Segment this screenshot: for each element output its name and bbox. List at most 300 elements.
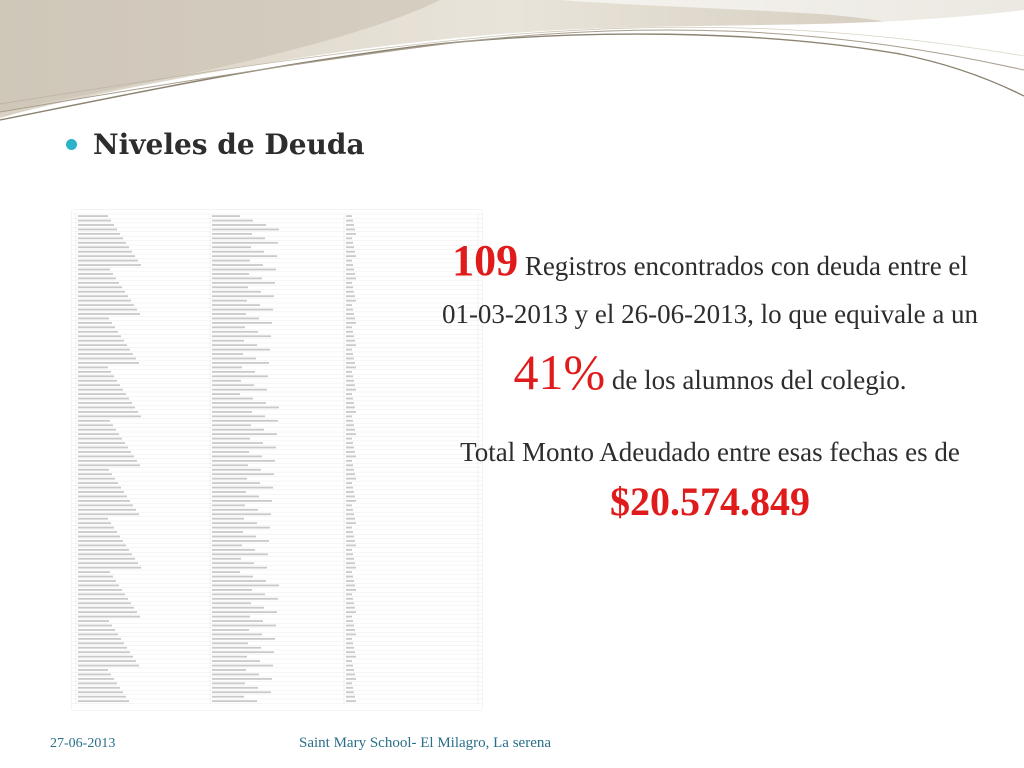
sheet-cell-text bbox=[212, 220, 253, 222]
sheet-cell-text bbox=[212, 237, 265, 239]
sheet-cell-text bbox=[212, 309, 273, 311]
sheet-cell-text bbox=[78, 562, 138, 564]
sheet-cell-text bbox=[212, 349, 270, 351]
sheet-cell-text bbox=[346, 246, 354, 248]
records-text: Registros encontrados con deuda entre el 01-03-2013 y el 26-06-2013, lo que equivale a un bbox=[441, 251, 979, 329]
sheet-cell-text bbox=[78, 255, 135, 257]
sheet-cell-text bbox=[212, 504, 245, 506]
sheet-cell-text bbox=[78, 282, 119, 284]
sheet-cell-text bbox=[212, 251, 264, 253]
sheet-cell-text bbox=[212, 585, 279, 587]
sheet-cell-text bbox=[346, 665, 353, 667]
sheet-cell-text bbox=[346, 518, 355, 520]
sheet-cell-text bbox=[346, 313, 354, 315]
sheet-cell-text bbox=[78, 402, 132, 404]
sheet-cell-text bbox=[78, 513, 139, 515]
sheet-cell-text bbox=[212, 691, 271, 693]
sheet-cell-text bbox=[212, 362, 269, 364]
sheet-cell-text bbox=[346, 255, 356, 257]
sheet-cell-text bbox=[78, 420, 110, 422]
sheet-cell-text bbox=[212, 215, 240, 217]
sheet-cell-text bbox=[212, 233, 252, 235]
sheet-cell-text bbox=[212, 682, 245, 684]
sheet-cell-text bbox=[346, 576, 353, 578]
sheet-cell-text bbox=[346, 678, 356, 680]
sheet-cell-text bbox=[212, 482, 260, 484]
sheet-cell-text bbox=[212, 660, 260, 662]
sheet-cell-text bbox=[78, 580, 116, 582]
sheet-cell-text bbox=[212, 580, 266, 582]
sheet-cell-text bbox=[78, 278, 116, 280]
sheet-cell-text bbox=[212, 322, 272, 324]
sheet-cell-text bbox=[212, 456, 262, 458]
sheet-cell-text bbox=[212, 642, 248, 644]
sheet-cell-text bbox=[212, 447, 276, 449]
sheet-cell-text bbox=[346, 362, 355, 364]
sheet-cell-text bbox=[212, 602, 251, 604]
sheet-cell-text bbox=[346, 224, 354, 226]
sheet-cell-text bbox=[346, 629, 355, 631]
sheet-cell-text bbox=[212, 651, 274, 653]
sheet-cell-text bbox=[346, 282, 352, 284]
sheet-cell-text bbox=[78, 651, 130, 653]
sheet-cell-text bbox=[212, 384, 254, 386]
sheet-cell-text bbox=[346, 500, 356, 502]
sheet-cell-text bbox=[346, 451, 355, 453]
sheet-cell-text bbox=[346, 353, 353, 355]
sheet-cell-text bbox=[78, 353, 133, 355]
sheet-cell-text bbox=[212, 665, 273, 667]
sheet-cell-text bbox=[346, 571, 352, 573]
sheet-cell-text bbox=[78, 527, 114, 529]
sheet-cell-text bbox=[212, 269, 276, 271]
sheet-cell-text bbox=[346, 340, 355, 342]
sheet-cell-text bbox=[78, 335, 121, 337]
sheet-cell-text bbox=[346, 371, 352, 373]
sheet-cell-text bbox=[346, 598, 353, 600]
sheet-cell-text bbox=[346, 602, 354, 604]
sheet-cell-text bbox=[212, 451, 249, 453]
sheet-cell-text bbox=[78, 678, 114, 680]
sheet-cell-text bbox=[78, 331, 118, 333]
sheet-cell-text bbox=[346, 260, 352, 262]
sheet-cell-text bbox=[78, 251, 132, 253]
sheet-cell-text bbox=[346, 291, 354, 293]
sheet-cell-text bbox=[212, 513, 271, 515]
sheet-cell-text bbox=[346, 438, 352, 440]
sheet-cell-text bbox=[78, 509, 136, 511]
sheet-cell-text bbox=[212, 478, 247, 480]
sheet-cell-text bbox=[212, 326, 245, 328]
sheet-cell-text bbox=[212, 411, 252, 413]
sheet-cell-text bbox=[78, 224, 114, 226]
sheet-cell-text bbox=[78, 496, 127, 498]
sheet-cell-text bbox=[346, 384, 355, 386]
sheet-cell-text bbox=[346, 300, 356, 302]
sheet-cell-text bbox=[346, 611, 356, 613]
sheet-cell-text bbox=[78, 469, 109, 471]
sheet-cell-text bbox=[346, 375, 353, 377]
sheet-cell-text bbox=[346, 593, 352, 595]
sheet-cell-text bbox=[346, 469, 354, 471]
sheet-cell-text bbox=[212, 282, 275, 284]
sheet-cell-text bbox=[78, 682, 117, 684]
sheet-cell-text bbox=[78, 429, 116, 431]
sheet-cell-text bbox=[346, 625, 354, 627]
sheet-cell-text bbox=[346, 567, 356, 569]
sheet-cell-text bbox=[346, 407, 355, 409]
sheet-cell-text bbox=[212, 415, 265, 417]
sheet-cell-text bbox=[78, 464, 140, 466]
sheet-cell-text bbox=[346, 233, 356, 235]
sheet-cell-text bbox=[78, 322, 112, 324]
sheet-cell-text bbox=[346, 335, 354, 337]
sheet-cell-text bbox=[346, 691, 354, 693]
sheet-cell-text bbox=[78, 687, 120, 689]
sheet-cell-text bbox=[212, 375, 268, 377]
sheet-cell-text bbox=[78, 375, 114, 377]
sheet-cell-text bbox=[78, 642, 124, 644]
sheet-cell-text bbox=[212, 562, 254, 564]
sheet-cell-text bbox=[78, 540, 123, 542]
sheet-cell-text bbox=[212, 620, 263, 622]
sheet-cell-text bbox=[346, 456, 356, 458]
sheet-cell-text bbox=[212, 545, 242, 547]
sheet-cell-text bbox=[212, 700, 257, 702]
sheet-cell-text bbox=[346, 242, 353, 244]
sheet-cell-text bbox=[212, 607, 264, 609]
sheet-cell-text bbox=[212, 255, 277, 257]
sheet-cell-text bbox=[212, 567, 267, 569]
sheet-cell-text bbox=[78, 286, 122, 288]
sheet-cell-text bbox=[212, 433, 277, 435]
sheet-cell-text bbox=[212, 344, 257, 346]
sheet-cell-text bbox=[212, 647, 261, 649]
sheet-cell-text bbox=[78, 602, 131, 604]
sheet-cell-text bbox=[78, 447, 128, 449]
sheet-cell-text bbox=[212, 473, 274, 475]
sheet-cell-text bbox=[212, 593, 265, 595]
sheet-cell-text bbox=[78, 273, 113, 275]
sheet-cell-text bbox=[212, 438, 250, 440]
sheet-cell-text bbox=[78, 478, 115, 480]
sheet-cell-text bbox=[212, 611, 277, 613]
sheet-cell-text bbox=[346, 278, 356, 280]
sheet-cell-text bbox=[346, 700, 356, 702]
sheet-cell-text bbox=[78, 598, 128, 600]
sheet-cell-text bbox=[346, 687, 353, 689]
sheet-cell-text bbox=[346, 522, 356, 524]
sheet-cell-text bbox=[78, 349, 130, 351]
sheet-cell-text bbox=[346, 616, 352, 618]
sheet-cell-text bbox=[78, 313, 140, 315]
sheet-cell-text bbox=[78, 576, 113, 578]
sheet-cell-text bbox=[346, 318, 355, 320]
sheet-cell-text bbox=[346, 660, 352, 662]
sheet-cell-text bbox=[212, 687, 258, 689]
sheet-cell-text bbox=[78, 229, 117, 231]
sheet-cell-text bbox=[78, 518, 108, 520]
sheet-cell-text bbox=[78, 264, 141, 266]
sheet-cell-text bbox=[78, 656, 133, 658]
sheet-cell-text bbox=[78, 691, 123, 693]
sheet-cell-text bbox=[78, 549, 129, 551]
sheet-cell-text bbox=[78, 371, 111, 373]
sheet-cell-text bbox=[346, 398, 353, 400]
sheet-cell-text bbox=[78, 380, 117, 382]
sheet-cell-text bbox=[212, 398, 253, 400]
sheet-cell-text bbox=[212, 246, 251, 248]
sheet-cell-text bbox=[212, 402, 266, 404]
sheet-cell-text bbox=[78, 607, 134, 609]
sheet-cell-text bbox=[78, 367, 108, 369]
sheet-cell-text bbox=[346, 509, 353, 511]
sheet-cell-text bbox=[78, 491, 124, 493]
sheet-cell-text bbox=[78, 233, 120, 235]
sheet-cell-text bbox=[346, 389, 356, 391]
sheet-cell-text bbox=[346, 553, 353, 555]
sheet-cell-text bbox=[78, 344, 127, 346]
sheet-cell-text bbox=[78, 669, 108, 671]
sheet-cell-text bbox=[78, 237, 123, 239]
sheet-cell-text bbox=[78, 393, 126, 395]
sheet-cell-text bbox=[346, 402, 354, 404]
sheet-cell-text bbox=[78, 665, 139, 667]
sheet-cell-text bbox=[346, 491, 354, 493]
sheet-cell-text bbox=[78, 407, 135, 409]
sheet-cell-text bbox=[212, 295, 274, 297]
sheet-cell-text bbox=[78, 696, 126, 698]
sheet-cell-text bbox=[212, 407, 279, 409]
sheet-cell-text bbox=[346, 393, 352, 395]
sheet-cell-text bbox=[346, 513, 354, 515]
sheet-cell-text bbox=[346, 447, 354, 449]
sheet-cell-text bbox=[212, 367, 242, 369]
sheet-cell-text bbox=[212, 313, 246, 315]
sheet-cell-text bbox=[346, 229, 355, 231]
sheet-cell-text bbox=[212, 616, 250, 618]
sheet-cell-text bbox=[78, 545, 126, 547]
sheet-cell-text bbox=[212, 273, 249, 275]
sheet-cell-text bbox=[346, 656, 356, 658]
sheet-cell-text bbox=[212, 464, 248, 466]
sheet-cell-text bbox=[212, 286, 248, 288]
sheet-cell-text bbox=[346, 607, 355, 609]
sheet-cell-text bbox=[78, 340, 124, 342]
sheet-cell-text bbox=[78, 629, 115, 631]
sheet-cell-text bbox=[346, 237, 352, 239]
sheet-cell-text bbox=[212, 469, 261, 471]
sheet-cell-text bbox=[212, 678, 272, 680]
sheet-cell-text bbox=[212, 393, 240, 395]
sheet-cell-text bbox=[346, 460, 352, 462]
sheet-cell-text bbox=[78, 567, 141, 569]
sheet-cell-text bbox=[78, 700, 129, 702]
sheet-cell-text bbox=[78, 522, 111, 524]
sheet-cell-text bbox=[78, 571, 110, 573]
sheet-cell-text bbox=[212, 260, 250, 262]
sheet-cell-text bbox=[212, 540, 269, 542]
sheet-cell-text bbox=[346, 674, 355, 676]
sheet-cell-text bbox=[78, 309, 137, 311]
sheet-cell-text bbox=[78, 242, 126, 244]
sheet-cell-text bbox=[212, 696, 244, 698]
sheet-cell-text bbox=[78, 589, 122, 591]
sheet-cell-text bbox=[346, 589, 356, 591]
sheet-cell-text bbox=[212, 335, 271, 337]
sheet-cell-text bbox=[78, 487, 121, 489]
sheet-cell-text bbox=[78, 531, 117, 533]
sheet-cell-text bbox=[78, 634, 118, 636]
sheet-cell-text bbox=[78, 536, 120, 538]
sheet-cell-text bbox=[78, 424, 113, 426]
sheet-cell-text bbox=[346, 264, 353, 266]
sheet-cell-text bbox=[212, 331, 258, 333]
sheet-cell-text bbox=[78, 638, 121, 640]
sheet-cell-text bbox=[346, 344, 356, 346]
sheet-cell-text bbox=[212, 224, 266, 226]
sheet-cell-text bbox=[212, 589, 252, 591]
sheet-cell-text bbox=[346, 464, 353, 466]
sheet-cell-text bbox=[78, 593, 125, 595]
sheet-cell-text bbox=[212, 389, 267, 391]
sheet-cell-text bbox=[346, 549, 352, 551]
sheet-cell-text bbox=[346, 269, 354, 271]
sheet-cell-text bbox=[346, 415, 352, 417]
sheet-cell-text bbox=[212, 549, 255, 551]
sheet-cell-text bbox=[212, 380, 241, 382]
sheet-cell-text bbox=[78, 318, 109, 320]
sheet-cell-text bbox=[346, 286, 353, 288]
footer-school-name: Saint Mary School- El Milagro, La serena bbox=[299, 735, 552, 751]
sheet-cell-text bbox=[346, 220, 353, 222]
sheet-cell-text bbox=[78, 411, 138, 413]
sheet-cell-text bbox=[212, 674, 259, 676]
sheet-cell-text bbox=[346, 669, 354, 671]
sheet-cell-text bbox=[346, 326, 352, 328]
sheet-cell-text bbox=[346, 647, 354, 649]
footer-date: 27-06-2013 bbox=[50, 736, 116, 751]
sheet-cell-text bbox=[78, 616, 140, 618]
sheet-cell-text bbox=[212, 487, 273, 489]
sheet-cell-text bbox=[212, 278, 262, 280]
sheet-cell-text bbox=[346, 304, 352, 306]
sheet-cell-text bbox=[212, 576, 253, 578]
sheet-cell-text bbox=[78, 647, 127, 649]
heading-bullet-row bbox=[66, 128, 365, 161]
sheet-cell-text bbox=[212, 420, 278, 422]
record-count: 109 bbox=[452, 236, 519, 285]
sheet-cell-text bbox=[346, 429, 355, 431]
spreadsheet-thumbnail bbox=[72, 210, 482, 710]
sheet-cell-text bbox=[346, 309, 353, 311]
sheet-cell-text bbox=[346, 295, 355, 297]
sheet-cell-text bbox=[212, 460, 275, 462]
sheet-cell-text bbox=[346, 562, 355, 564]
sheet-cell-text bbox=[212, 656, 247, 658]
sheet-cell-text bbox=[78, 269, 110, 271]
sheet-cell-text bbox=[212, 598, 278, 600]
sheet-cell-text bbox=[212, 629, 249, 631]
sheet-cell-text bbox=[212, 634, 262, 636]
sheet-cell-text bbox=[78, 220, 111, 222]
sheet-cell-text bbox=[346, 682, 352, 684]
sheet-cell-text bbox=[346, 424, 354, 426]
sheet-cell-text bbox=[212, 625, 276, 627]
sheet-cell-text bbox=[346, 358, 354, 360]
debt-percent: 41% bbox=[513, 343, 606, 400]
sheet-cell-text bbox=[78, 438, 122, 440]
sheet-cell-text bbox=[212, 229, 279, 231]
sheet-cell-text bbox=[212, 318, 259, 320]
summary-paragraph-amount bbox=[440, 432, 980, 533]
sheet-cell-text bbox=[78, 625, 112, 627]
sheet-cell-text bbox=[346, 620, 353, 622]
sheet-cell-text bbox=[78, 260, 138, 262]
sheet-cell-text bbox=[212, 553, 268, 555]
sheet-cell-text bbox=[346, 527, 352, 529]
sheet-cell-text bbox=[346, 349, 352, 351]
sheet-cell-text bbox=[212, 264, 263, 266]
sheet-cell-text bbox=[346, 251, 355, 253]
sheet-cell-text bbox=[346, 322, 356, 324]
sheet-cell-text bbox=[78, 660, 136, 662]
sheet-cell-text bbox=[212, 536, 256, 538]
sheet-cell-text bbox=[212, 491, 246, 493]
sheet-cell-text bbox=[346, 651, 355, 653]
debt-amount: $20.574.849 bbox=[610, 479, 810, 524]
sheet-cell-text bbox=[346, 540, 355, 542]
sheet-cell-text bbox=[212, 300, 247, 302]
sheet-cell-text bbox=[212, 522, 257, 524]
sheet-cell-text bbox=[346, 478, 356, 480]
sheet-cell-text bbox=[78, 358, 136, 360]
sheet-cell-text bbox=[346, 536, 354, 538]
sheet-cell-text bbox=[212, 518, 244, 520]
sheet-cell-text bbox=[212, 442, 263, 444]
sheet-cell-text bbox=[78, 473, 112, 475]
sheet-cell-text bbox=[212, 500, 272, 502]
sheet-cell-text bbox=[346, 638, 352, 640]
sheet-cell-text bbox=[346, 273, 355, 275]
sheet-cell-text bbox=[346, 367, 356, 369]
sheet-cell-text bbox=[78, 674, 111, 676]
sheet-cell-text bbox=[346, 215, 352, 217]
sheet-cell-text bbox=[346, 642, 353, 644]
sheet-cell-text bbox=[346, 442, 353, 444]
sheet-cell-text bbox=[212, 571, 240, 573]
sheet-cell-text bbox=[212, 429, 264, 431]
sheet-cell-text bbox=[78, 433, 119, 435]
sheet-cell-text bbox=[346, 634, 356, 636]
sheet-cell-text bbox=[346, 331, 353, 333]
sheet-cell-text bbox=[78, 415, 141, 417]
sheet-cell-text bbox=[346, 496, 355, 498]
sheet-cell-text bbox=[78, 246, 129, 248]
sheet-cell-text bbox=[78, 504, 133, 506]
sheet-cell-text bbox=[346, 487, 353, 489]
sheet-cell-text bbox=[212, 496, 259, 498]
sheet-cell-text bbox=[78, 553, 132, 555]
sheet-cell-text bbox=[78, 389, 123, 391]
sheet-cell-text bbox=[78, 585, 119, 587]
sheet-cell-text bbox=[78, 362, 139, 364]
slide-heading: Niveles de Deuda bbox=[93, 128, 365, 161]
sheet-cell-text bbox=[78, 442, 125, 444]
sheet-cell-text bbox=[346, 380, 354, 382]
sheet-cell-text bbox=[212, 558, 241, 560]
sheet-cell-text bbox=[78, 500, 130, 502]
